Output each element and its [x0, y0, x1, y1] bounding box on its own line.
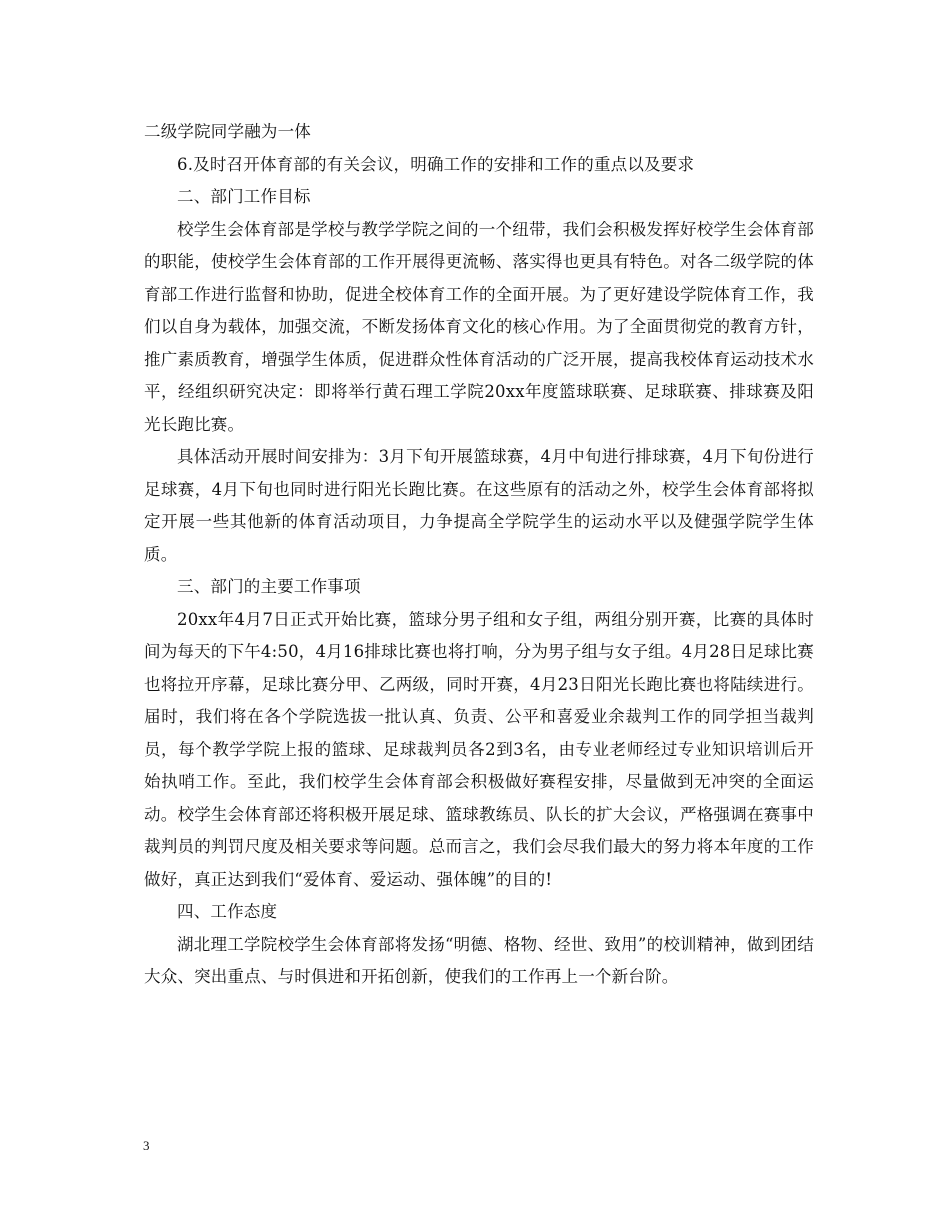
paragraph-continuation: 二级学院同学融为一体: [144, 122, 311, 141]
paragraph-attitude-body: 湖北理工学院校学生会体育部将发扬“明德、格物、经世、致用”的校训精神，做到团结大众、突出重点、与时俱进和开拓创新，使我们的工作再上一个新台阶。: [144, 934, 814, 986]
paragraph-schedule: 具体活动开展时间安排为：3月下旬开展篮球赛，4月中旬进行排球赛，4月下旬份进行足球赛，4月下旬也同时进行阳光长跑比赛。在这些原有的活动之外，校学生会体育部将拟定开展一些其他新的体育活动项目，力争提高全学院学生的运动水平以及健强学院学生体质。: [144, 447, 814, 564]
section-heading-goals: 二、部门工作目标: [177, 187, 311, 206]
page-number: 3: [143, 1138, 150, 1153]
document-body: [144, 116, 814, 994]
paragraph-main-tasks-body: 20xx年4月7日正式开始比赛，篮球分男子组和女子组，两组分别开赛，比赛的具体时间为每天的下午4:50，4月16排球比赛也将打响，分为男子组与女子组。4月28日足球比赛也将拉开序幕，足球比赛分甲、乙两级，同时开赛，4月23日阳光长跑比赛也将陆续进行。届时，我们将在各个学院选拔一批认真、负责、公平和喜爱业余裁判工作的同学担当裁判员，每个教学学院上报的篮球、足球裁判员各2到3名，由专业老师经过专业知识培训后开始执哨工作。至此，我们校学生会体育部会积极做好赛程安排，尽量做到无冲突的全面运动。校学生会体育部还将积极开展足球、篮球教练员、队长的扩大会议，严格强调在赛事中裁判员的判罚尺度及相关要求等问题。总而言之，我们会尽我们最大的努力将本年度的工作做好，真正达到我们“爱体育、爱运动、强体魄”的目的!: [144, 609, 814, 889]
paragraph-item-6: 6.及时召开体育部的有关会议，明确工作的安排和工作的重点以及要求: [177, 154, 695, 174]
section-heading-attitude: 四、工作态度: [177, 902, 278, 921]
paragraph-goals-body: 校学生会体育部是学校与教学学院之间的一个纽带，我们会积极发挥好校学生会体育部的职能，使校学生会体育部的工作开展得更流畅、落实得也更具有特色。对各二级学院的体育部工作进行监督和协助，促进全校体育工作的全面开展。为了更好建设学院体育工作，我们以自身为载体，加强交流，不断发扬体育文化的核心作用。为了全面贯彻党的教育方针，推广素质教育，增强学生体质，促进群众性体育活动的广泛开展，提高我校体育运动技术水平，经组织研究决定：即将举行黄石理工学院20xx年度篮球联赛、足球联赛、排球赛及阳光长跑比赛。: [144, 219, 814, 434]
section-heading-main-tasks: 三、部门的主要工作事项: [177, 577, 361, 596]
